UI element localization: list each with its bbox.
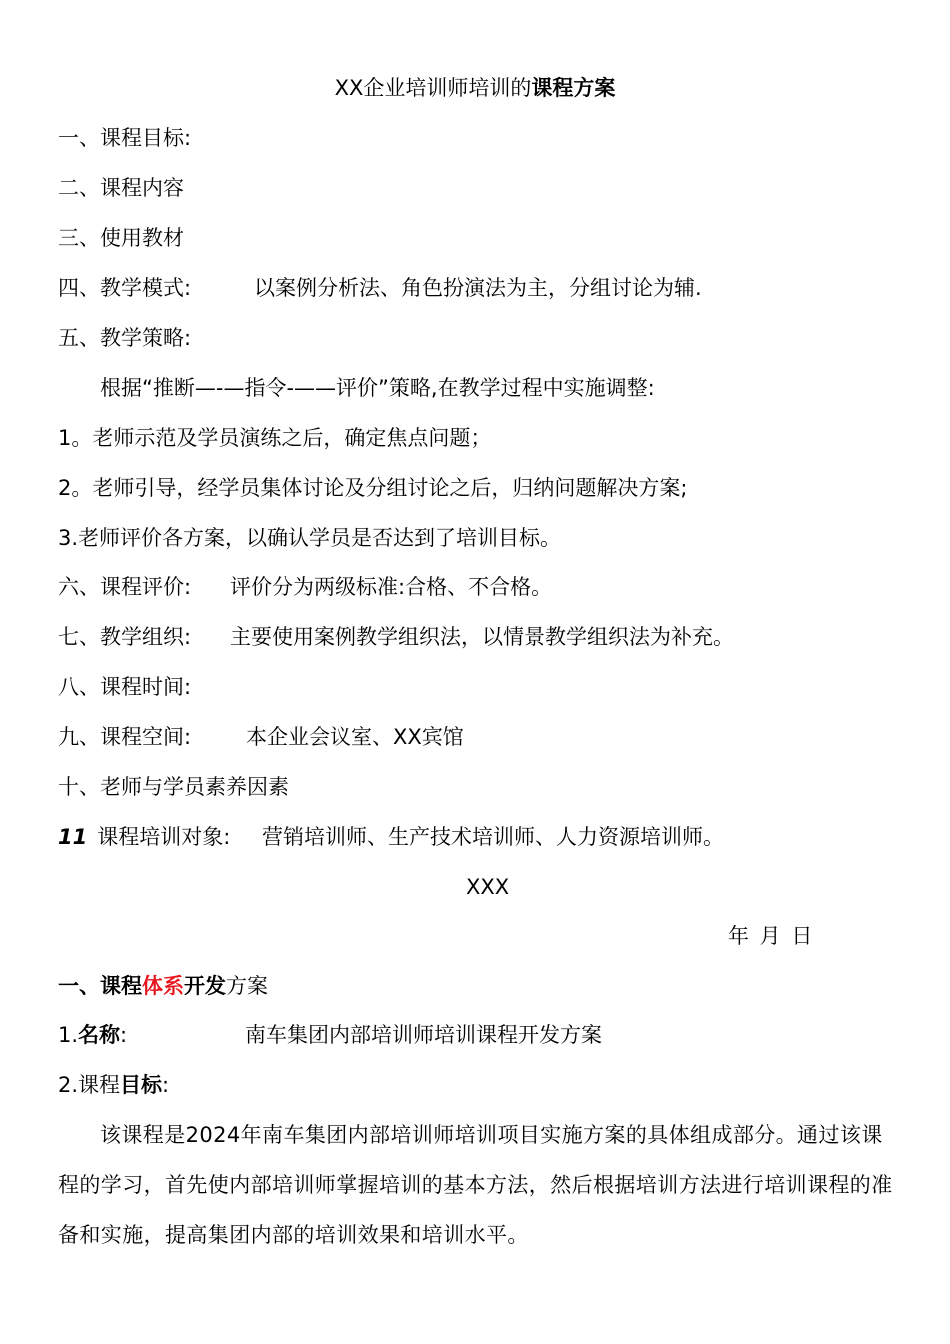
item-label: 三、使用教材 <box>58 226 184 250</box>
item-value: 以案例分析法、角色扮演法为主，分组讨论为辅. <box>254 276 702 300</box>
item-teaching-strategy <box>58 324 191 352</box>
item-label: 七、教学组织: <box>58 625 192 649</box>
strategy-step-3: 3.老师评价各方案，以确认学员是否达到了培训目标。 <box>58 526 562 550</box>
strategy-step-2: 2。老师引导，经学员集体讨论及分组讨论之后，归纳问题解决方案; <box>58 476 688 500</box>
course-name-line <box>58 1021 602 1049</box>
date-line: 年 月 日 <box>728 924 815 948</box>
item-value: 营销培训师、生产技术培训师、人力资源培训师。 <box>262 825 724 849</box>
item-course-goal <box>58 124 191 152</box>
item-number: 11 <box>58 825 88 849</box>
heading-part: 方案 <box>226 974 268 998</box>
item-teaching-mode <box>58 274 702 302</box>
item-course-evaluation <box>58 573 553 601</box>
item-value: 主要使用案例教学组织法，以情景教学组织法为补充。 <box>230 625 734 649</box>
item-label: 八、课程时间: <box>58 675 192 699</box>
item-label: 名称 <box>78 1023 121 1047</box>
item-label: 十、老师与学员素养因素 <box>58 775 289 799</box>
course-goal-paragraph: 该课程是2024年南车集团内部培训师培训项目实施方案的具体组成部分。通过该课程的学习，首先使内部培训师掌握培训的基本方法，然后根据培训方法进行培训课程的准备和实施，提高集团内部的培训效果和培训水平。 <box>58 1123 893 1247</box>
section-heading <box>58 972 268 1000</box>
item-course-space <box>58 723 464 751</box>
item-colon: : <box>162 1073 170 1097</box>
item-number: 1. <box>58 1023 79 1047</box>
item-course-content <box>58 174 184 202</box>
course-goal-line <box>58 1071 169 1099</box>
item-label: 四、教学模式: <box>58 276 192 300</box>
item-textbook <box>58 224 184 252</box>
item-label: 一、课程目标: <box>58 126 192 150</box>
title-plain: XX企业培训师培训的 <box>334 76 532 100</box>
item-teacher-student-factors <box>58 773 289 801</box>
item-value: 本企业会议室、XX宾馆 <box>246 725 464 749</box>
item-value: 评价分为两级标准:合格、不合格。 <box>230 575 553 599</box>
title-bold: 课程方案 <box>531 76 616 100</box>
item-teaching-organization <box>58 623 734 651</box>
item-label: 课程培训对象: <box>97 825 231 849</box>
strategy-step-1: 1。老师示范及学员演练之后，确定焦点问题； <box>58 426 492 450</box>
item-training-target <box>58 823 724 851</box>
strategy-intro: 根据“推断—-—指令-——评价”策略,在教学过程中实施调整: <box>100 376 655 400</box>
item-label: 五、教学策略: <box>58 326 192 350</box>
item-colon: : <box>120 1023 128 1047</box>
item-label: 九、课程空间: <box>58 725 192 749</box>
item-label: 六、课程评价: <box>58 575 192 599</box>
heading-highlight: 体系 <box>142 974 184 998</box>
item-label: 目标 <box>120 1073 163 1097</box>
heading-part: 一、课程 <box>58 974 142 998</box>
item-value: 南车集团内部培训师培训课程开发方案 <box>245 1023 602 1047</box>
item-number: 2.课程 <box>58 1073 121 1097</box>
document-title <box>0 74 950 102</box>
item-course-time <box>58 673 191 701</box>
heading-part: 开发 <box>184 974 226 998</box>
signature: XXX <box>466 875 510 899</box>
item-label: 二、课程内容 <box>58 176 184 200</box>
